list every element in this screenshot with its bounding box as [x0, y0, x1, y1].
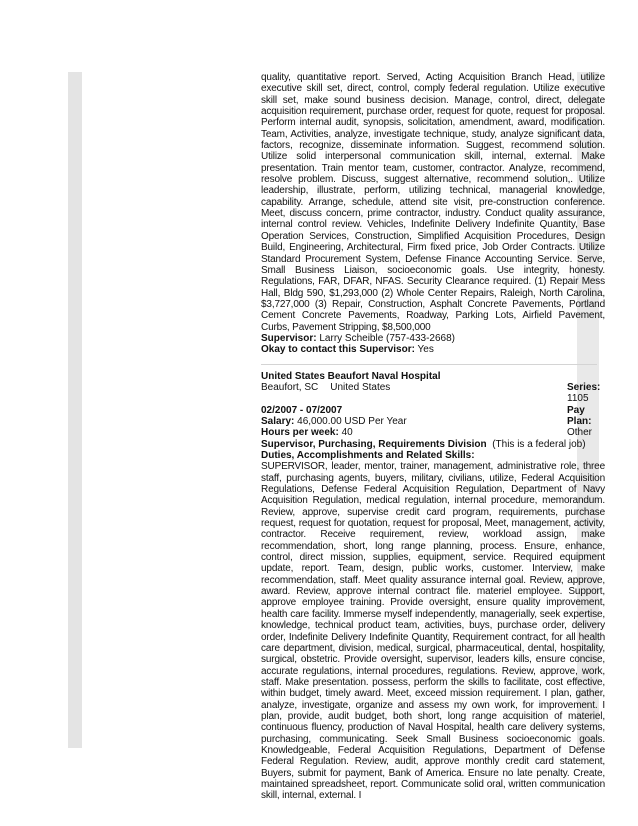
job2-title: Supervisor, Purchasing, Requirements Division [261, 438, 487, 450]
pay-plan-label-2: Plan: [567, 415, 592, 427]
job2-employer: United States Beaufort Naval Hospital [261, 370, 441, 382]
job2-hours-row [261, 427, 605, 438]
job1-duties-text: quality, quantitative report. Served, Acting Acquisition Branch Head, utilize executive skill set, direct, control, comply federal regulation. Utilize executive skill set, make sound business decision. Manage, control, direct, delegate acquisition requirement, purchase order, request for quote, request for proposal. Perform internal audit, synopsis, solicitation, amendment, award, modification. Team, Activities, analyze, investigate technique, study, analyze significant data, factors, recognize, disseminate information. Suggest, recommend solution. Utilize solid interpersonal communication skill, internal, external. Make presentation. Train mentor team, customer, contractor. Analyze, recommend, resolve problem. Discuss, suggest alternative, recommend solution,. Utilize leadership, illustrate, perform, utilizing technical, managerial knowledge, capability. Arrange, schedule, attend site visit, pre-construction conference. Meet, discuss concern, prime contractor, industry. Conduct quality assurance, internal control review. Vehicles, Indefinite Delivery Indefinite Quantity, Base Operation Services, Construction, Simplified Acquisition Procedures, Design Build, Engineering, Architectural, Firm fixed price, Job Order Contracts. Utilize Standard Procurement System, Defense Finance Accounting Service. Serve, Small Business Liaison, socioeconomic goals. Use integrity, honesty. Regulations, FAR, DFAR, NFAS. Security Clearance required. (1) Repair Mess Hall, Bldg 590, $1,293,000 (2) Whole Center Repairs, Raleigh, North Carolina, $3,727,000 (3) Repair, Construction, Asphalt Concrete Pavements, Portland Cement Concrete Pavements, Roadway, Parking Lots, Airfield Pavement, Curbs, Pavement Stripping, $8,500,000 [261, 72, 605, 333]
job2-salary-row [261, 416, 605, 427]
job2-dates: 02/2007 - 07/2007 [261, 404, 343, 416]
job2-duties-text: SUPERVISOR, leader, mentor, trainer, management, administrative role, three staff, purchasing agents, buyers, military, civilians, utilize, Federal Acquisition Regulations, Defense Federal Acquisition Regulation, Department of Navy Acquisition Regulation, medical regulation, internal procedure, memorandum. Review, approve, supervise credit card program, requirements, purchase request, request for quotation, request for proposal, Meet, management, activity, contractor. Receive requirement, review, workload assign, make recommendation, short, long range planning, process. Ensure, enhance, control, direct mission, supplies, equipment, service. Required equipment update, report. Team, design, public works, customer. Interview, make recommendation, staff. Meet quality assurance internal goal. Review, approve, award. Review, approve internal contract file. materiel employee. Support, approve employee training. Provide oversight, ensure quality improvement, health care facility. Immerse myself independently, managerially, seek expertise, knowledge, technical product team, activities, buys, purchase order, delivery order, Indefinite Delivery Indefinite Quantity, Requirement contract, for all health care department, division, medical, surgical, pharmaceutical, dental, hospitality, surgical, obstetric. Provide oversight, supervisor, leaders kills, ensure concise, accurate regulations, internal procedures, regulations. Review, approve, work, staff. Make presentation. possess, perform the skills to facilitate, cost effective, within budget, timely award. Meet, exceed mission requirement. I plan, gather, analyze, investigate, organize and assess my own work, for improvement. I plan, provide, audit budget, both short, long range acquisition of materiel, continuous fluency, production of Naval Hospital, health care delivery systems, purchasing, communicating. Seek Small Business socioeconomic goals. Knowledgeable, Federal Acquisition Regulations, Department of Defense Federal Regulation. Review, audit, approve monthly credit card statement, Buyers, submit for payment, Bank of America. Ensure no late penalty. Create, maintained spreadsheet, report. Communicate solid oral, written communication skill, internal, external. I [261, 461, 605, 802]
duties-heading: Duties, Accomplishments and Related Skills: [261, 450, 475, 461]
job2-title-row [261, 439, 605, 450]
supervisor-label: Supervisor: [261, 332, 317, 344]
pay-plan-value: Other [567, 427, 593, 439]
hours-value: 40 [341, 427, 353, 439]
federal-job-note: (This is a federal job) [492, 438, 586, 450]
salary-value: 46,000.00 USD Per Year [297, 415, 407, 427]
contact-label: Okay to contact this Supervisor: [261, 344, 415, 356]
supervisor-value: Larry Scheible (757-433-2668) [319, 332, 455, 344]
resume-content [261, 72, 605, 802]
series-label: Series: [567, 381, 601, 393]
contact-value: Yes [417, 344, 434, 356]
job1-supervisor-line [261, 333, 605, 344]
left-margin-bar [68, 72, 82, 748]
job2-country: United States [330, 381, 391, 393]
hours-label: Hours per week: [261, 427, 339, 439]
job1-contact-line [261, 344, 605, 355]
job2-city-state: Beaufort, SC [261, 381, 319, 393]
job2-dates-row [261, 405, 605, 416]
job2-series-value-row [261, 393, 605, 404]
job2-location-row [261, 382, 605, 393]
pay-plan-label-1: Pay [567, 404, 585, 416]
series-value: 1105 [567, 393, 589, 405]
section-divider [261, 364, 597, 365]
salary-label: Salary: [261, 415, 295, 427]
